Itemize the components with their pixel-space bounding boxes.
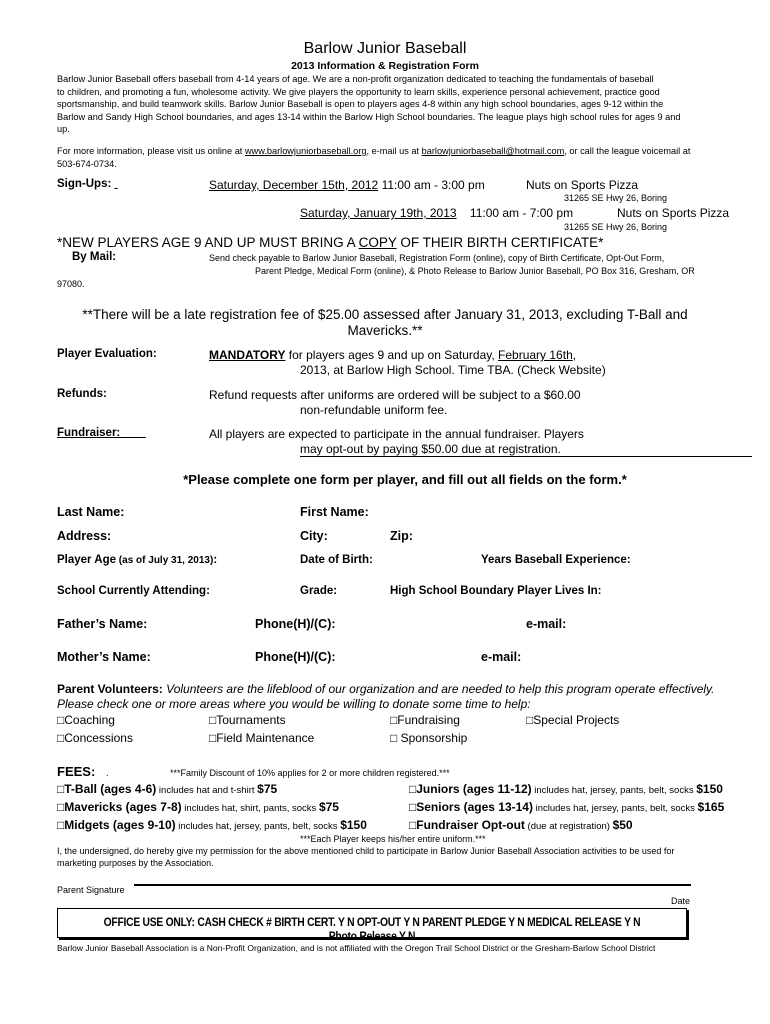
signup-place-2: Nuts on Sports Pizza [617,206,730,220]
consent-text-2: marketing purposes by the Association. [57,858,214,868]
fees-dot: . [106,768,109,778]
signups-label: Sign-Ups: [57,178,112,190]
grade-field[interactable]: Grade: [300,585,338,597]
bymail-line: Parent Pledge, Medical Form (online), & Photo Release to Barlow Junior Baseball, PO Box 316, Gresham, OR [255,266,695,276]
late-fee-line: Mavericks.** [347,323,423,338]
email-link[interactable]: barlowjuniorbaseball@hotmail.com [421,146,565,156]
signup-date-1: Saturday, December 15th, 2012 11:00 am - 3:00 pm [209,178,485,192]
refunds-text: Refund requests after uniforms are ordered will be subject to a $60.00 [209,388,581,402]
signature-line[interactable] [134,884,691,886]
divider [300,456,752,457]
fee-juniors-checkbox[interactable]: □Juniors (ages 11-12) includes hat, jersey, pants, belt, socks $150 [409,782,723,796]
volunteer-sponsorship-checkbox[interactable]: □ Sponsorship [390,731,468,745]
volunteer-concessions-checkbox[interactable]: □Concessions [57,731,133,745]
birth-certificate-notice: *NEW PLAYERS AGE 9 AND UP MUST BRING A COPY OF THEIR BIRTH CERTIFICATE* [57,235,604,250]
fee-mavericks-checkbox[interactable]: □Mavericks (ages 7-8) includes hat, shirt, pants, socks $75 [57,800,339,814]
website-link[interactable]: www.barlowjuniorbaseball.org [244,146,367,156]
contact-paragraph: For more information, please visit us online at www.barlowjuniorbaseball.org, e-mail us at barlowjuniorbaseball@hotmail.com, or call the league voicemail at 503-674-0734. [57,145,757,170]
volunteers-intro: Parent Volunteers: Volunteers are the lifeblood of our organization and are needed to help this program operate effectively. [57,682,715,696]
fees-label: FEES: [57,764,96,779]
city-field[interactable]: City: [300,529,328,543]
last-name-field[interactable]: Last Name: [57,505,125,519]
uniform-note: ***Each Player keeps his/her entire uniform.*** [300,834,486,844]
mother-phone-field[interactable]: Phone(H)/(C): [255,650,336,664]
evaluation-text-2: 2013, at Barlow High School. Time TBA. (Check Website) [300,363,606,377]
father-phone-field[interactable]: Phone(H)/(C): [255,617,336,631]
signup-address-2: 31265 SE Hwy 26, Boring [564,222,668,232]
bymail-label: By Mail: [72,251,117,263]
refunds-text-2: non-refundable uniform fee. [300,403,448,417]
mother-name-field[interactable]: Mother’s Name: [57,650,151,664]
fundraiser-text: All players are expected to participate in the annual fundraiser. Players [209,427,584,441]
parent-signature-label: Parent Signature [57,885,125,895]
signup-place-1: Nuts on Sports Pizza [526,178,639,192]
school-field[interactable]: School Currently Attending: [57,585,210,597]
intro-line: sportsmanship, and build teamwork skills. Barlow Junior Baseball is open to players ages 4-8 within any high school boundaries, ages 9-12 within the [57,99,664,110]
father-email-field[interactable]: e-mail: [526,617,567,631]
fee-seniors-checkbox[interactable]: □Seniors (ages 13-14) includes hat, jersey, pants, belt, socks $165 [409,800,725,814]
family-discount-note: ***Family Discount of 10% applies for 2 or more children registered.*** [170,768,450,778]
intro-line: to children, and promoting a fun, wholesome activity. We give players the opportunity to learn skills, experience personal achievement, practice good [57,86,660,97]
volunteer-coaching-checkbox[interactable]: □Coaching [57,713,115,727]
late-fee-line: **There will be a late registration fee of $25.00 assessed after January 31, 2013, excluding T-Ball and [82,307,688,322]
signup-address-1: 31265 SE Hwy 26, Boring [564,193,668,203]
bymail-line: 97080. [57,279,85,289]
first-name-field[interactable]: First Name: [300,505,369,519]
fundraiser-label: Fundraiser: [57,427,121,439]
address-field[interactable]: Address: [57,529,112,543]
boundary-field[interactable]: High School Boundary Player Lives In: [390,585,602,597]
fee-tball-checkbox[interactable]: □T-Ball (ages 4-6) includes hat and t-shirt $75 [57,782,278,796]
evaluation-label: Player Evaluation: [57,348,157,360]
intro-line: Barlow and Sandy High School boundaries, and ages 13-14 within the Barlow High School boundaries. The league plays high school rules for ages 9 and [57,111,681,122]
date-label: Date [671,896,691,906]
intro-line: Barlow Junior Baseball offers baseball from 4-14 years of age. We are a non-profit organization dedicated to teaching the fundamentals of baseball [57,74,654,84]
experience-field[interactable]: Years Baseball Experience: [481,554,631,566]
form-subtitle: 2013 Information & Registration Form [291,60,479,72]
date-of-birth-field[interactable]: Date of Birth: [300,554,373,566]
fee-midgets-checkbox[interactable]: □Midgets (ages 9-10) includes hat, jersey, pants, belt, socks $150 [57,818,367,832]
zip-field[interactable]: Zip: [390,529,413,543]
refunds-label: Refunds: [57,388,107,400]
intro-line: up. [57,124,70,135]
consent-text: I, the undersigned, do hereby give my permission for the above mentioned child to participate in Barlow Junior Baseball Association activities to be used for [57,846,675,856]
player-age-field[interactable]: Player Age (as of July 31, 2013): [57,554,218,566]
fundraiser-text-2: may opt-out by paying $50.00 due at registration. [300,442,561,456]
office-use-box [57,908,687,943]
voicemail-phone: 503-674-0734. [57,158,117,169]
bymail-line: Send check payable to Barlow Junior Baseball, Registration Form (online), copy of Birth Certificate, Opt-Out Form, [209,253,665,263]
fee-fundraiser-optout-checkbox[interactable]: □Fundraiser Opt-out (due at registration) $50 [409,818,633,832]
office-use-text: OFFICE USE ONLY: CASH CHECK # BIRTH CERT. Y N OPT-OUT Y N PARENT PLEDGE Y N MEDICAL RELEASE Y N Photo Release Y N [103,915,641,943]
form-instruction: *Please complete one form per player, and fill out all fields on the form.* [183,472,627,487]
evaluation-text: MANDATORY for players ages 9 and up on Saturday, February 16th, [209,348,577,362]
mother-email-field[interactable]: e-mail: [481,650,522,664]
volunteer-special-projects-checkbox[interactable]: □Special Projects [526,713,620,727]
intro-paragraph [57,73,757,136]
footer-disclaimer: Barlow Junior Baseball Association is a Non-Profit Organization, and is not affiliated with the Oregon Trail School District or the Gresham-Barlow School District [57,943,656,953]
volunteer-fundraising-checkbox[interactable]: □Fundraising [390,713,460,727]
volunteer-tournaments-checkbox[interactable]: □Tournaments [209,713,286,727]
page-title: Barlow Junior Baseball [303,40,467,57]
volunteers-instruction: Please check one or more areas where you would be willing to donate some time to help: [57,697,531,711]
father-name-field[interactable]: Father’s Name: [57,617,148,631]
signup-date-2: Saturday, January 19th, 2013 11:00 am - 7:00 pm [300,206,574,220]
volunteer-field-maintenance-checkbox[interactable]: □Field Maintenance [209,731,315,745]
